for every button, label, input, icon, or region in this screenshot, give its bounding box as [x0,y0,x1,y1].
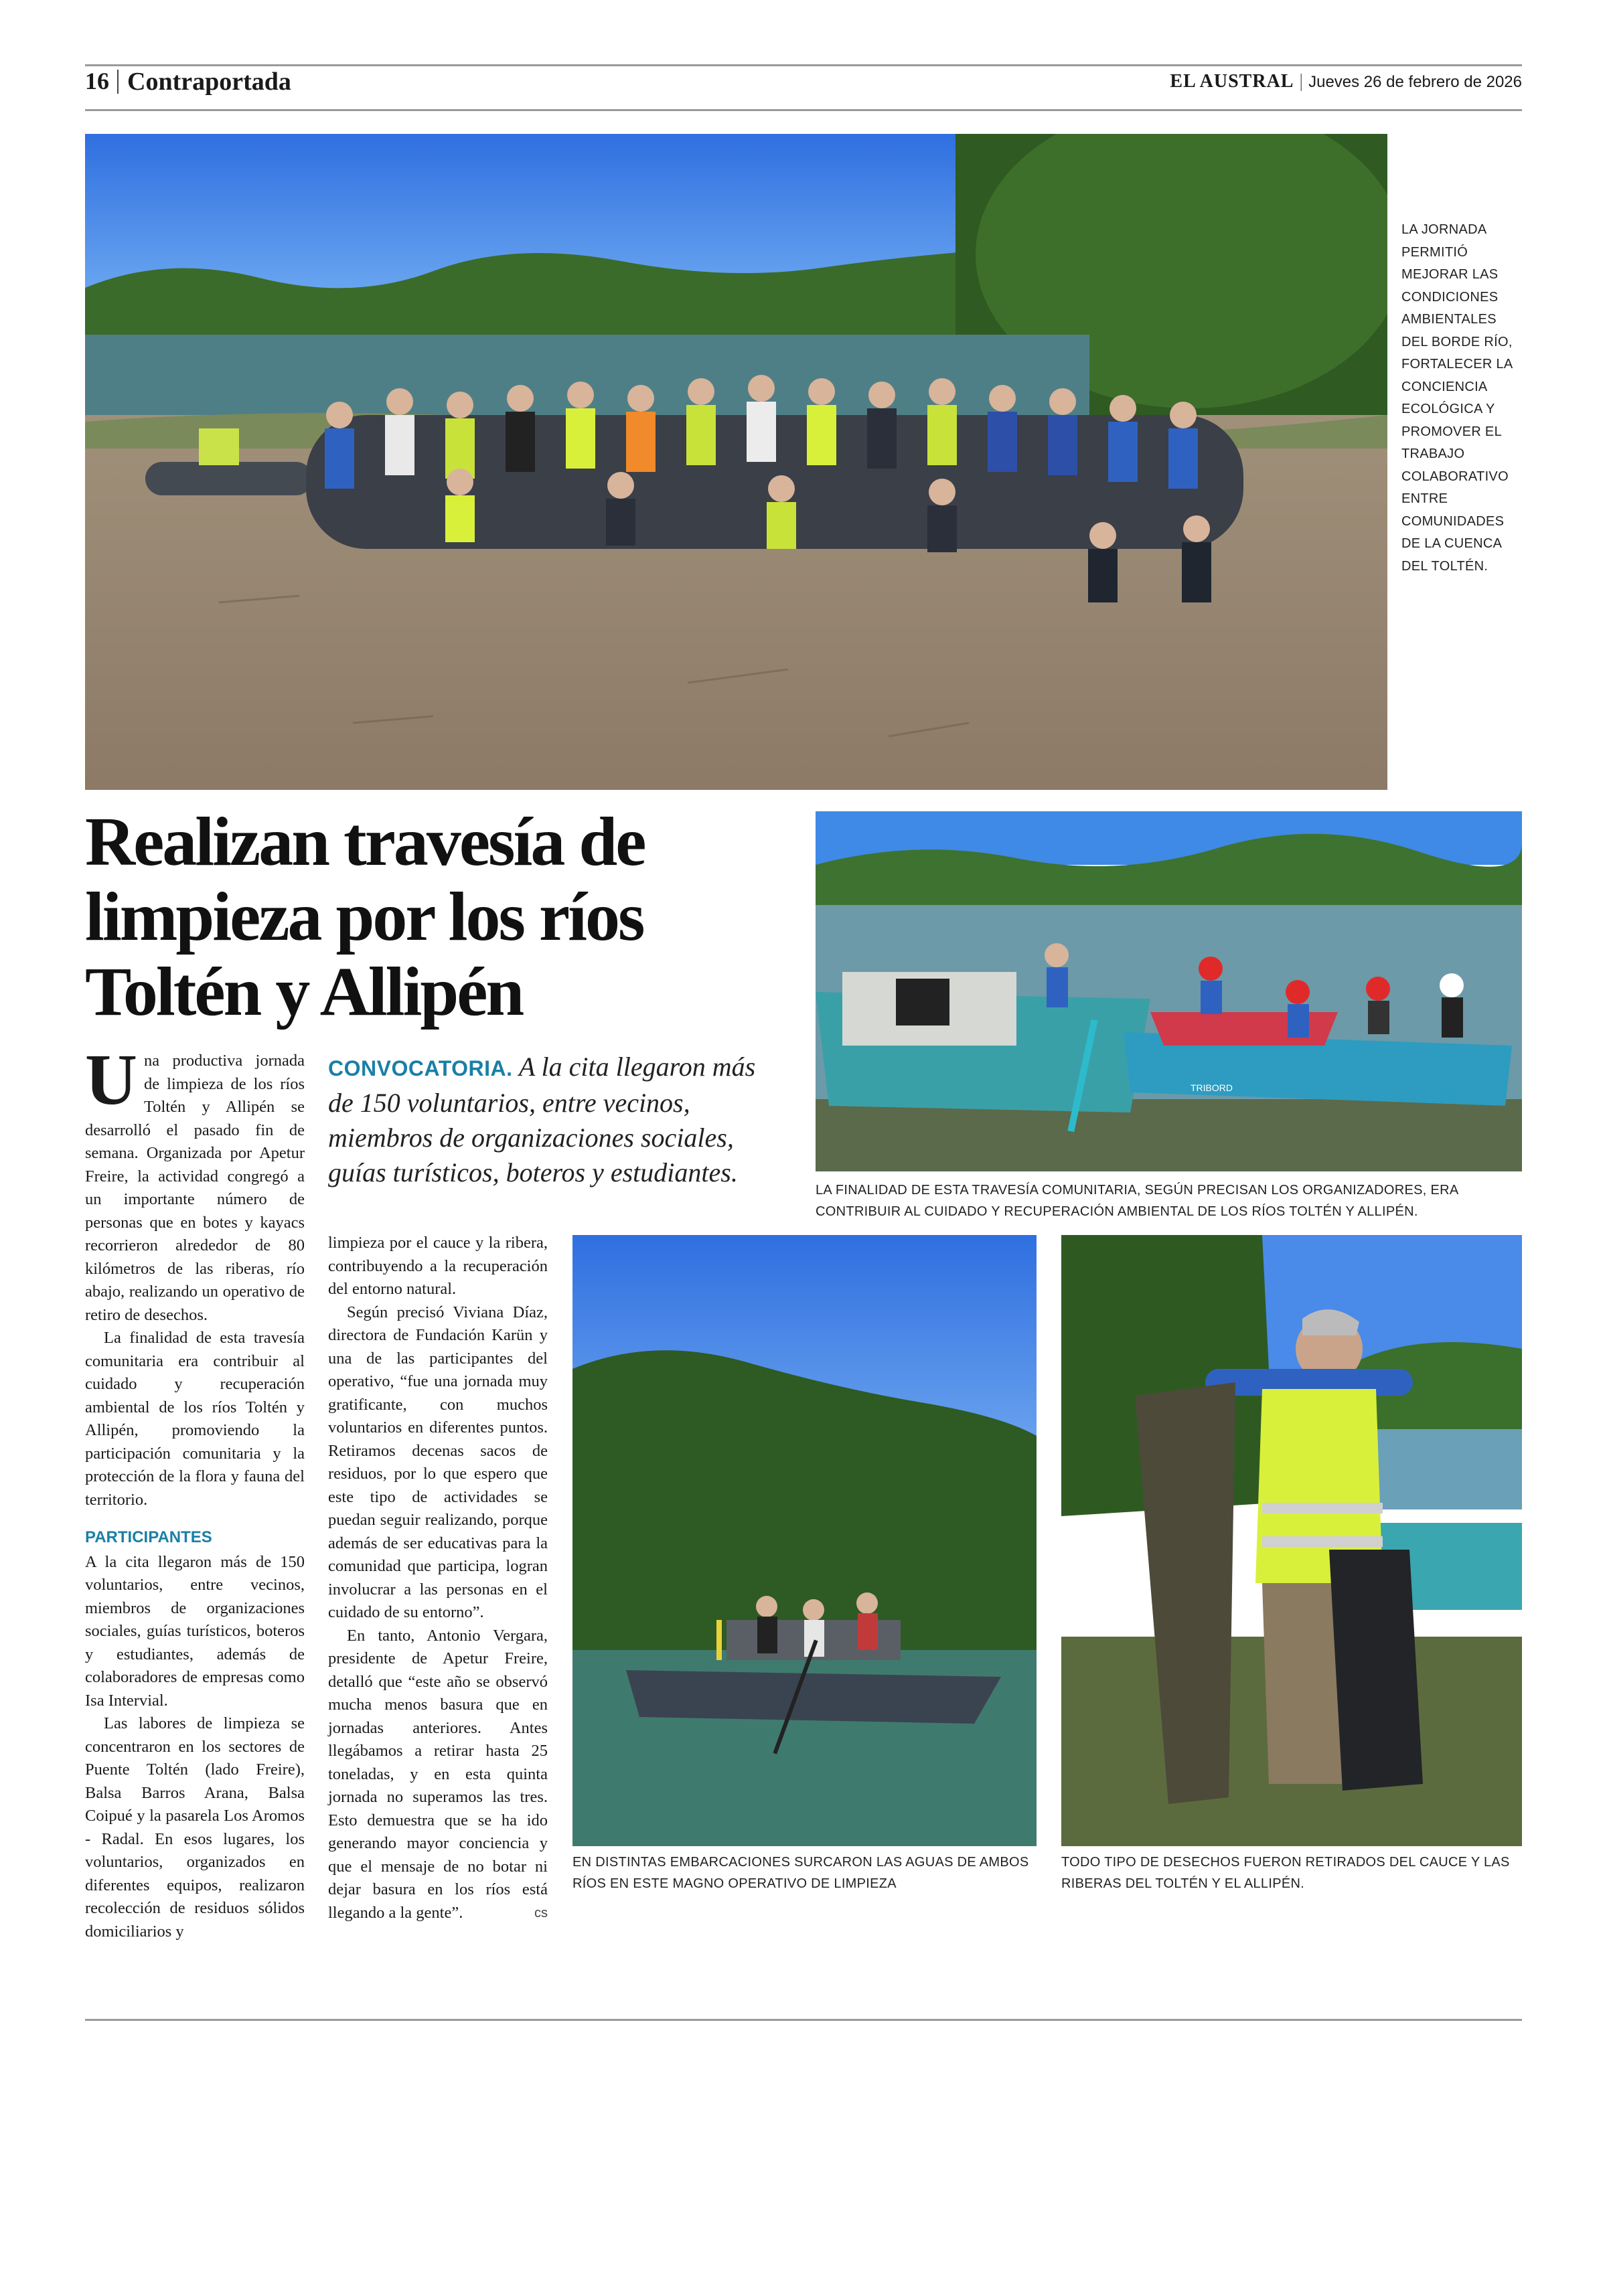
pull-quote-kicker: CONVOCATORIA. [328,1056,513,1080]
pull-quote-text: A la cita llegaron más de 150 voluntarios, entre vecinos, miembros de organizaciones sociales, guías turísticos, boteros y estudiantes. [328,1052,756,1187]
paragraph-2: La finalidad de esta travesía comunitaria era contribuir al cuidado y recuperación ambiental de los ríos Toltén y Allipén, promoviendo la participación comunitaria y la protección de la flora y fauna del territorio. [85,1329,305,1509]
group-photo [85,134,1387,790]
boats-photo-caption: LA FINALIDAD DE ESTA TRAVESÍA COMUNITARIA, SEGÚN PRECISAN LOS ORGANIZADORES, ERA CONTRIBUIR AL CUIDADO Y RECUPERACIÓN AMBIENTAL DE LOS RÍOS TOLTÉN Y ALLIPÉN. [816,1183,1458,1219]
subhead-participants: PARTICIPANTES [85,1528,212,1546]
page-number: 16 [85,68,109,94]
masthead-info: EL AUSTRAL | Jueves 26 de febrero de 2026 [1170,71,1522,92]
paragraph-3: A la cita llegaron más de 150 voluntarios, entre vecinos, miembros de organizaciones sociales, guías turísticos, boteros y estudiantes, además de colaboradores de empresas como Isa Intervial. [85,1552,305,1710]
paragraph-7: En tanto, Antonio Vergara, presidente de Apetur Freire, detalló que “este año se observó mucha menos basura que en jornadas anteriores. Antes llegábamos a retirar hasta 25 toneladas, y en esta quinta jornada no superamos las tres. Esto demuestra que se ha ido generando mayor conciencia y que el mensaje de no botar ni dejar basura en los ríos está llegando a la gente”. [328,1626,548,1922]
raft-photo-caption: EN DISTINTAS EMBARCACIONES SURCARON LAS AGUAS DE AMBOS RÍOS EN ESTE MAGNO OPERATIVO DE LIMPIEZA [572,1855,1029,1891]
article-column-2 [328,1232,548,1924]
paragraph-5: limpieza por el cauce y la ribera, contribuyendo a la recuperación del entorno natural. [328,1234,548,1298]
newspaper-name: EL AUSTRAL [1170,71,1294,92]
header-divider [117,70,119,94]
article-column-1 [85,1040,305,1943]
paragraph-1: na productiva jornada de limpieza de los ríos Toltén y Allipén se desarrolló el pasado fin de semana. Organizada por Apetur Freire, la actividad congregó a un importante número de personas que en botes y kayacs recorrieron alrededor de 80 kilómetros de las riberas, río abajo, realizando un operativo de retiro de desechos. [85,1052,305,1324]
boats-photo [816,811,1522,1171]
section-title: Contraportada [127,68,291,96]
pull-quote [328,1050,777,1190]
group-photo-caption: LA JORNADA PERMITIÓ MEJORAR LAS CONDICIONES AMBIENTALES DEL BORDE RÍO, FORTALECER LA CONCIENCIA ECOLÓGICA Y PROMOVER EL TRABAJO COLABORATIVO ENTRE COMUNIDADES DE LA CUENCA DEL TOLTÉN. [1401,222,1513,574]
issue-date: Jueves 26 de febrero de 2026 [1308,73,1522,91]
boat-label: TRIBORD [1191,1082,1233,1093]
bottom-rule [85,2019,1522,2021]
article-headline: Realizan travesía de limpieza por los ríos Toltén y Allipén [85,803,645,1030]
volunteer-photo-caption: TODO TIPO DE DESECHOS FUERON RETIRADOS DEL CAUCE Y LAS RIBERAS DEL TOLTÉN Y EL ALLIPÉN. [1061,1855,1510,1891]
top-rule [85,64,1522,66]
end-mark: cs [534,1905,548,1920]
paragraph-4: Las labores de limpieza se concentraron en los sectores de Puente Toltén (lado Freire), Balsa Barros Arana, Balsa Coipué y la pasarela Los Aromos - Radal. En esos lugares, los voluntarios, organizados en diferentes equipos, realizaron recolección de residuos sólidos domiciliarios y [85,1714,305,1941]
header-rule [85,109,1522,111]
drop-cap: U [85,1040,137,1120]
raft-photo [572,1235,1037,1846]
paragraph-6: Según precisó Viviana Díaz, directora de Fundación Karün y una de las participantes del operativo, “fue una jornada muy gratificante, con muchos voluntarios en diferentes puntos. Retiramos decenas sacos de residuos, por lo que espero que este tipo de actividades se puedan seguir realizando, porque además de ser educativas para la comunidad que participa, logran involucrar a las personas en el cuidado de su entorno”. [328,1303,548,1621]
volunteer-photo [1061,1235,1522,1846]
